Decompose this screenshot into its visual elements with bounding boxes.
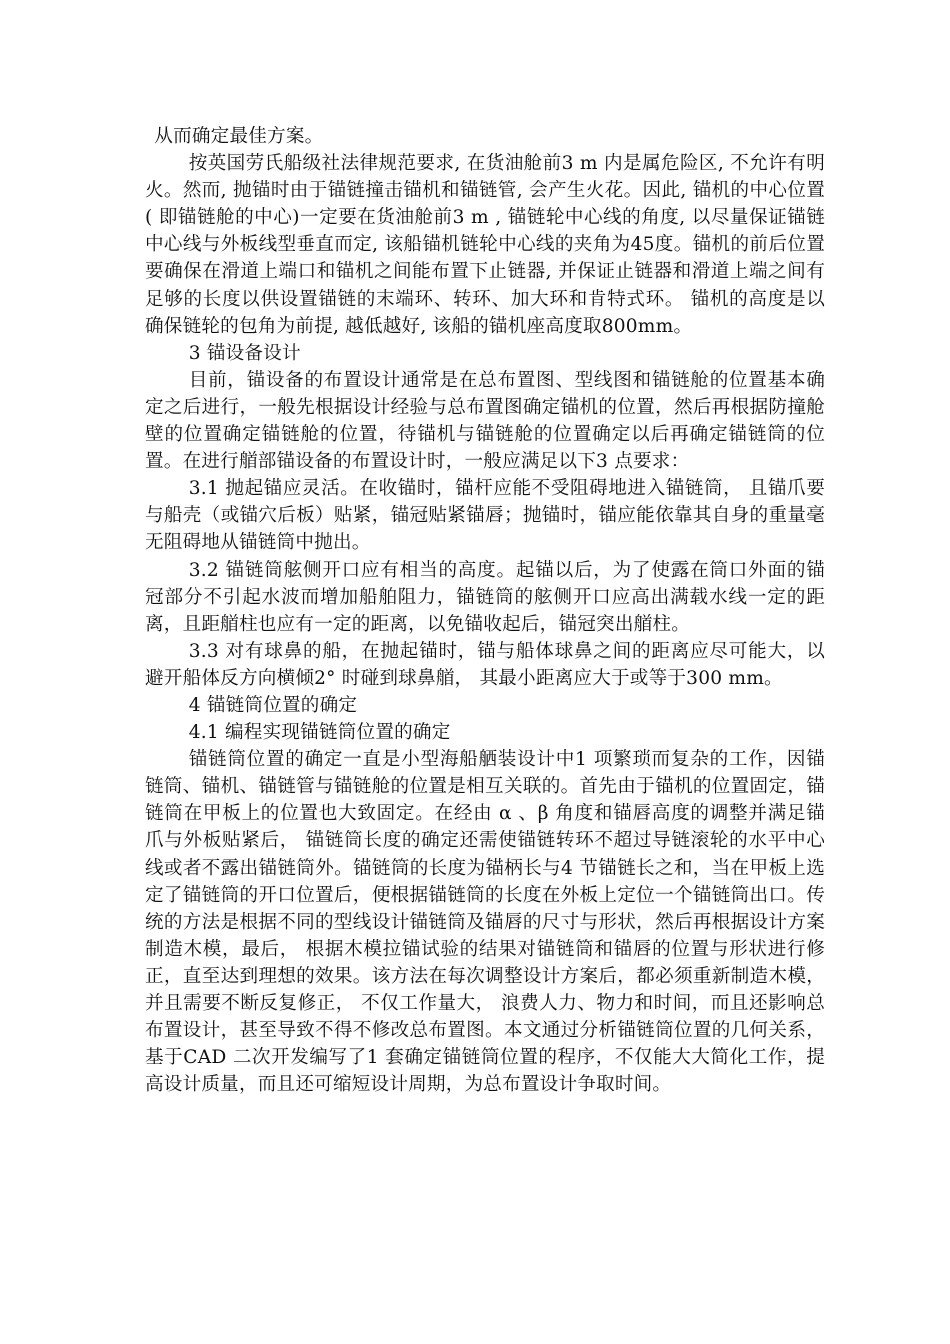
document-page bbox=[145, 123, 825, 1098]
paragraph-anchor-design-intro: 目前，锚设备的布置设计通常是在总布置图、型线图和锚链舱的位置基本确定之后进行，一般先根据设计经验与总布置图确定锚机的位置，然后再根据防撞舱壁的位置确定锚链舱的位置，待锚机与锚链舱的位置确定以后再确定锚链筒的位置。在进行艏部锚设备的布置设计时，一般应满足以下3 点要求： bbox=[145, 369, 825, 473]
subsection-heading-4-1: 4.1 编程实现锚链筒位置的确定 bbox=[188, 722, 451, 744]
paragraph-continuation: 从而确定最佳方案。 bbox=[154, 126, 324, 147]
paragraph-requirement-3-1: 3.1 抛起锚应灵活。在收锚时，锚杆应能不受阻碍地进入锚链筒， 且锚爪要与船壳（或锚穴后板）贴紧，锚冠贴紧锚唇；抛锚时，锚应能依靠其自身的重量毫无阻碍地从锚链筒中抛出。 bbox=[145, 478, 825, 554]
paragraph-hawse-pipe-position: 锚链筒位置的确定一直是小型海船舾装设计中1 项繁琐而复杂的工作，因锚链筒、锚机、锚链管与锚链舱的位置是相互关联的。首先由于锚机的位置固定，锚链筒在甲板上的位置也大致固定。在经由 α 、β 角度和锚唇高度的调整并满足锚爪与外板贴紧后， 锚链筒长度的确定还需使锚链转环不超过导链滚轮的水平中心线或者不露出锚链筒外。锚链筒的长度为锚柄长与4 节锚链长之和，当在甲板上选定了锚链筒的开口位置后，便根据锚链筒的长度在外板上定位一个锚链筒出口。传统的方法是根据不同的型线设计锚链筒及锚唇的尺寸与形状，然后再根据设计方案制造木模，最后， 根据木模拉锚试验的结果对锚链筒和锚唇的位置与形状进行修正，直至达到理想的效果。该方法在每次调整设计方案后，都必须重新制造木模，并且需要不断反复修正， 不仅工作量大， 浪费人力、物力和时间，而且还影响总布置设计，甚至导致不得不修改总布置图。本文通过分析锚链筒位置的几何关系，基于CAD 二次开发编写了1 套确定锚链筒位置的程序，不仅能大大简化工作，提高设计质量，而且还可缩短设计周期，为总布置设计争取时间。 bbox=[145, 749, 825, 1096]
paragraph-requirement-3-3: 3.3 对有球鼻的船，在抛起锚时，锚与船体球鼻之间的距离应尽可能大，以避开船体反方向横倾2° 时碰到球鼻艏， 其最小距离应大于或等于300 mm。 bbox=[145, 640, 825, 689]
paragraph-requirement-3-2: 3.2 锚链筒舷侧开口应有相当的高度。起锚以后，为了使露在筒口外面的锚冠部分不引起水波而增加船舶阻力，锚链筒的舷侧开口应高出满载水线一定的距离，且距艏柱也应有一定的距离，以免锚收起后，锚冠突出艏柱。 bbox=[145, 559, 825, 635]
paragraph-lloyds-rules: 按英国劳氏船级社法律规范要求, 在货油舱前3 m 内是属危险区, 不允许有明火。然而, 抛锚时由于锚链撞击锚机和锚链管, 会产生火花。因此, 锚机的中心位置( 即锚链舱的中心)一定要在货油舱前3 m , 锚链轮中心线的角度, 以尽量保证锚链中心线与外板线型垂直而定, 该船锚机链轮中心线的夹角为45度。锚机的前后位置要确保在滑道上端口和锚机之间能布置下止链器, 并保证止链器和滑道上端之间有足够的长度以供设置锚链的末端环、转环、加大环和肯特式环。 锚机的高度是以确保链轮的包角为前提, 越低越好, 该船的锚机座高度取800mm。 bbox=[145, 153, 825, 337]
section-heading-3: 3 锚设备设计 bbox=[188, 342, 301, 364]
section-heading-4: 4 锚链筒位置的确定 bbox=[188, 694, 358, 716]
